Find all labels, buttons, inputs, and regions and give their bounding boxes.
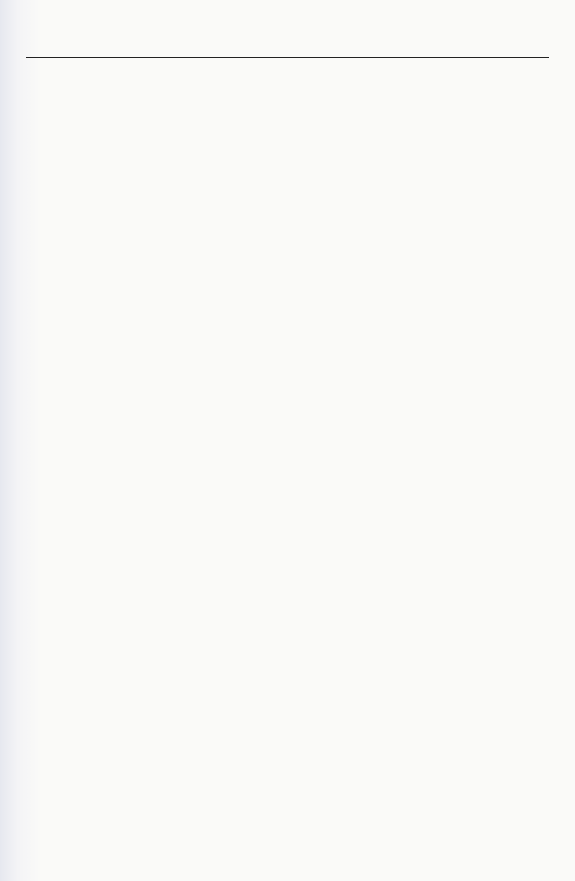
chapter-heading bbox=[24, 64, 549, 88]
running-header bbox=[26, 30, 549, 58]
table-of-contents bbox=[24, 64, 549, 88]
